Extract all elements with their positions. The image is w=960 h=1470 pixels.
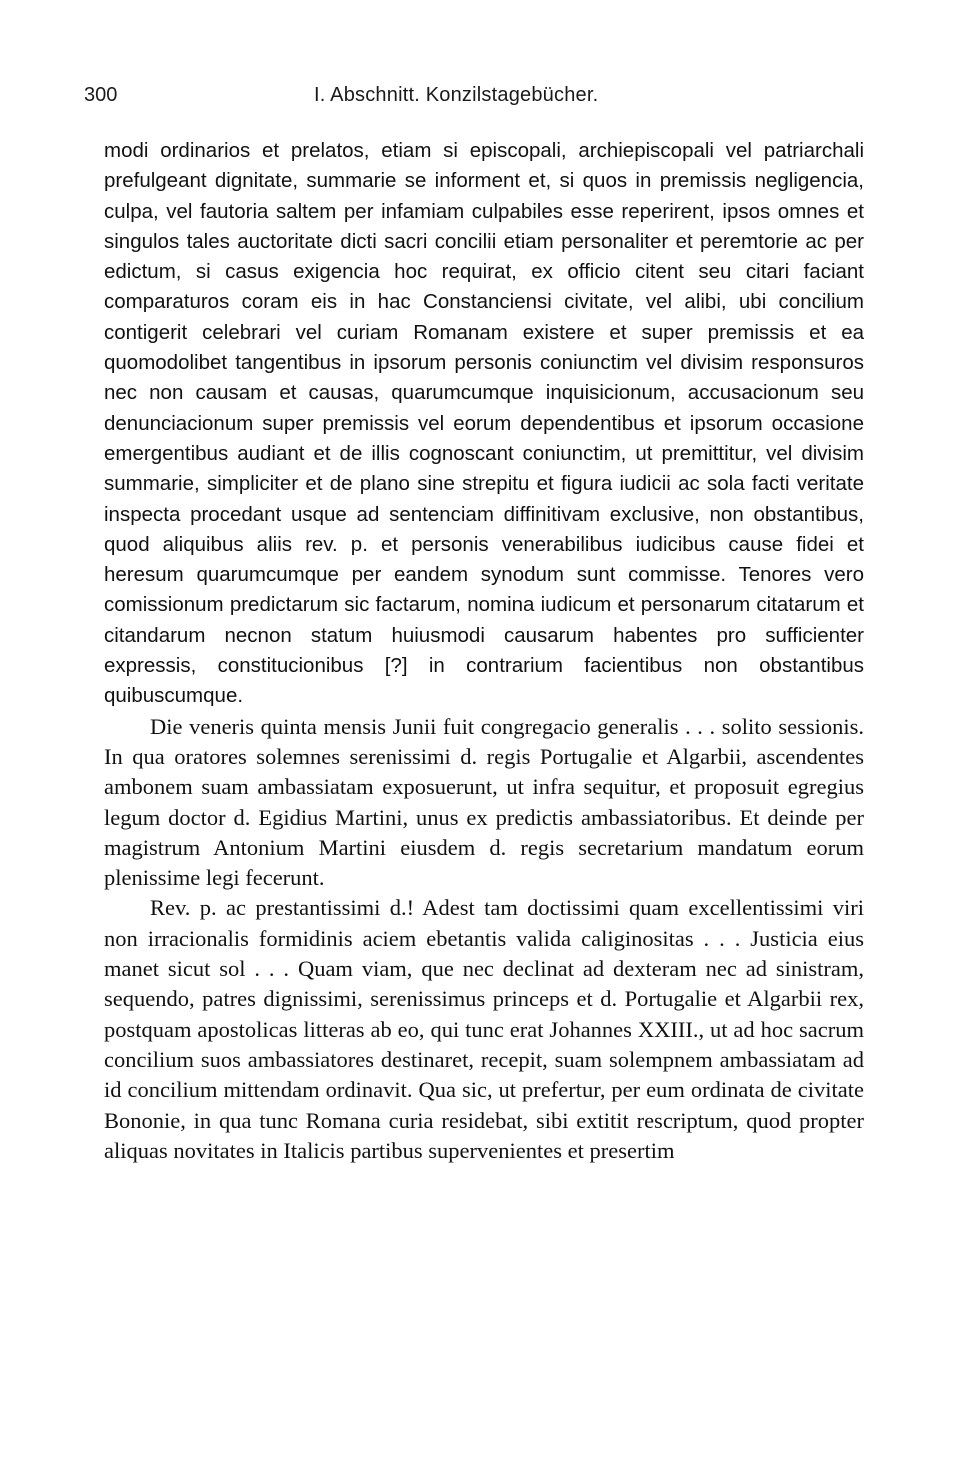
book-page bbox=[84, 84, 864, 1166]
running-head: I. Abschnitt. Konzilstagebücher. bbox=[314, 84, 599, 106]
body-text bbox=[104, 136, 864, 1166]
paragraph-oration: Rev. p. ac prestantissimi d.! Adest tam doctissimi quam excellentissimi viri non irracionalis formidinis aciem ebetantis valida caliginositas . . . Justicia eius manet sicut sol . . . Quam viam, que nec declinat ad dexteram nec ad sinistram, sequendo, patres dignissimi, serenissimus princeps et d. Portugalie et Algarbii rex, postquam apostolicas litteras ab eo, qui tunc erat Johannes XXIII., ut ad hoc sacrum concilium suos ambassiatores destinaret, recepit, suam solempnem ambassiatam ad id concilium mittendam ordinavit. Qua sic, ut prefertur, per eum ordinata de civitate Bononie, in qua tunc Romana curia residebat, sibi extitit rescriptum, quod propter aliquas novitates in Italicis partibus supervenientes et presertim bbox=[104, 895, 864, 1163]
page-header bbox=[84, 84, 864, 114]
page-number: 300 bbox=[84, 84, 118, 106]
paragraph-commission: modi ordinarios et prelatos, etiam si episcopali, archiepiscopali vel patriarchali prefulgeant dignitate, summarie se informent et, si quos in premissis negligencia, culpa, vel fautoria saltem per infamiam culpabiles esse reperirent, ipsos omnes et singulos tales auctoritate dicti sacri concilii etiam personaliter et peremtorie ac per edictum, si casus exigencia hoc requirat, ex officio citent seu citari faciant comparaturos coram eis in hac Constanciensi civitate, vel alibi, ubi concilium contigerit celebrari vel curiam Romanam existere et super premissis et ea quomodolibet tangentibus in ipsorum personis coniunctim vel divisim responsuros nec non causam et causas, quarumcumque inquisicionum, accusacionum seu denunciacionum super premissis vel eorum dependentibus et ipsorum occasione emergentibus audiant et de illis cognoscant coniunctim, ut premittitur, vel divisim summarie, simpliciter et de plano sine strepitu et figura iudicii ac sola facti veritate inspecta procedant usque ad sentenciam diffinitivam exclusive, non obstantibus, quod aliquibus aliis rev. p. et personis venerabilibus iudicibus cause fidei et heresum quarumcumque per eandem synodum sunt commisse. Tenores vero comissionum predictarum sic factarum, nomina iudicum et personarum citatarum et citandarum necnon statum huiusmodi causarum habentes pro sufficienter expressis, constitucionibus [?] in contrarium facientibus non obstantibus quibuscumque. bbox=[104, 139, 864, 708]
paragraph-congregation: Die veneris quinta mensis Junii fuit congregacio generalis . . . solito sessionis. In qua oratores solemnes serenissimi d. regis Portugalie et Algarbii, ascendentes ambonem suam ambassiatam exposuerunt, ut infra sequitur, et proposuit egregius legum doctor d. Egidius Martini, unus ex predictis ambassiatoribus. Et deinde per magistrum Antonium Martini eiusdem d. regis secretarium mandatum eorum plenissime legi fecerunt. bbox=[104, 713, 864, 891]
